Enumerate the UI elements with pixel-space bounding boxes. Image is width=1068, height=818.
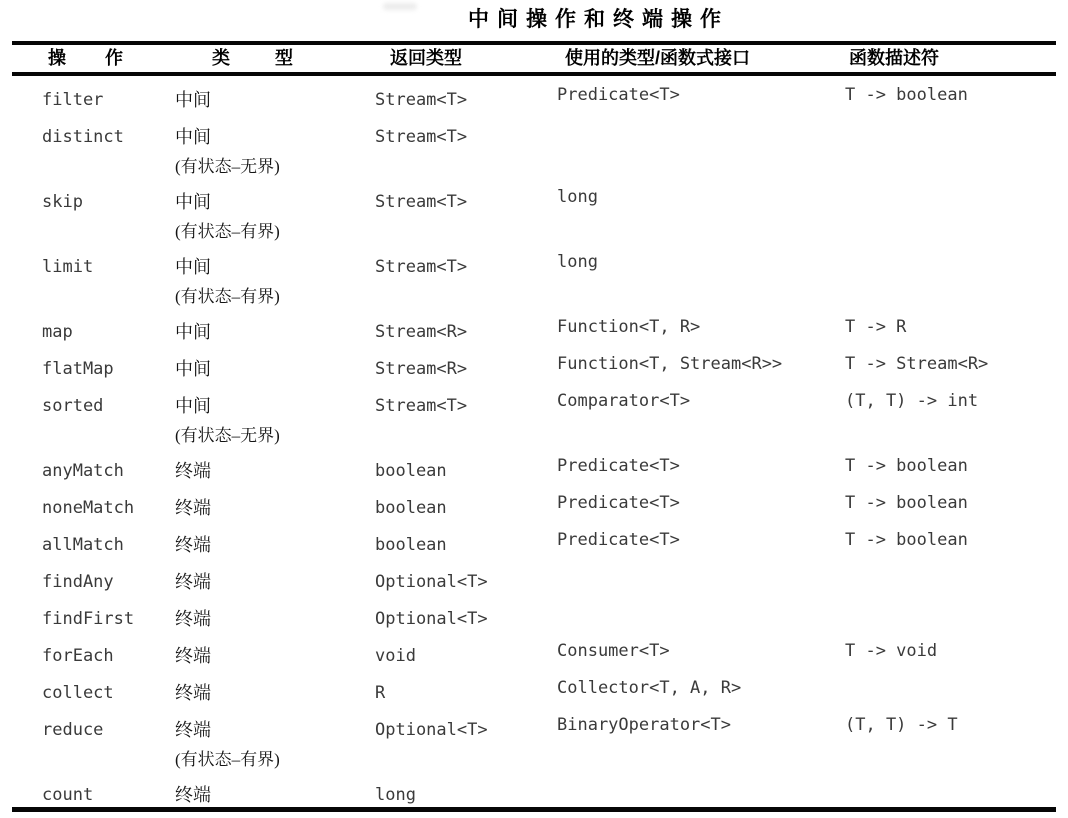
cell-descriptor: T -> boolean	[845, 456, 968, 476]
cell-return-type: Stream<R>	[375, 322, 468, 342]
type-label: 中间	[175, 322, 211, 342]
cell-descriptor	[845, 567, 1056, 604]
cell-return-type: long	[375, 785, 416, 805]
cell-descriptor	[845, 780, 1056, 807]
cell-functional-interface: Consumer<T>	[557, 641, 670, 661]
cell-functional-interface: Comparator<T>	[557, 391, 691, 411]
cell-return-type: Stream<T>	[375, 192, 468, 212]
cell-operation: filter	[42, 90, 104, 110]
cell-type	[175, 535, 375, 572]
cell-functional-interface: Collector<T, A, R>	[557, 678, 742, 698]
cell-descriptor: T -> void	[845, 641, 938, 661]
cell-functional-interface	[557, 122, 845, 187]
cell-operation: map	[42, 322, 73, 342]
type-label: 中间	[175, 359, 211, 379]
column-header-return-type: 返回类型	[390, 48, 462, 68]
cell-operation: skip	[42, 192, 83, 212]
type-label: 终端	[175, 646, 211, 666]
type-note: (有状态–无界)	[175, 426, 280, 445]
cell-type	[175, 646, 375, 683]
cell-operation: findFirst	[42, 609, 135, 629]
cell-type	[175, 127, 375, 192]
cell-type	[175, 396, 375, 461]
type-label: 中间	[175, 90, 211, 110]
type-label: 终端	[175, 720, 211, 740]
cell-descriptor	[845, 252, 1056, 317]
cell-type	[175, 359, 375, 396]
cell-operation: limit	[42, 257, 94, 277]
type-label: 终端	[175, 609, 211, 629]
cell-functional-interface: Function<T, R>	[557, 317, 701, 337]
table-row	[12, 391, 1056, 461]
cell-descriptor: T -> boolean	[845, 530, 968, 550]
type-note: (有状态–有界)	[175, 222, 280, 241]
table-body	[12, 76, 1056, 807]
cell-type	[175, 257, 375, 322]
scan-smudge-artifact	[383, 3, 417, 10]
table-header-row	[12, 45, 1056, 72]
cell-descriptor: T -> boolean	[845, 85, 968, 105]
cell-operation: findAny	[42, 572, 114, 592]
cell-functional-interface: Predicate<T>	[557, 530, 680, 550]
cell-operation: flatMap	[42, 359, 114, 379]
type-label: 终端	[175, 572, 211, 592]
cell-operation: forEach	[42, 646, 114, 666]
cell-type	[175, 322, 375, 359]
type-label: 中间	[175, 257, 211, 277]
type-note: (有状态–有界)	[175, 750, 280, 769]
type-label: 终端	[175, 785, 211, 805]
type-label: 终端	[175, 498, 211, 518]
type-label: 终端	[175, 535, 211, 555]
column-header-descriptor: 函数描述符	[849, 48, 939, 68]
cell-type	[175, 720, 375, 785]
cell-type	[175, 683, 375, 720]
type-label: 终端	[175, 683, 211, 703]
cell-functional-interface: Predicate<T>	[557, 85, 680, 105]
cell-return-type: boolean	[375, 498, 447, 518]
cell-return-type: Stream<T>	[375, 90, 468, 110]
cell-functional-interface: long	[557, 252, 598, 272]
cell-functional-interface: Predicate<T>	[557, 493, 680, 513]
cell-functional-interface: Function<T, Stream<R>>	[557, 354, 783, 374]
cell-descriptor	[845, 604, 1056, 641]
cell-descriptor: T -> R	[845, 317, 907, 337]
cell-operation: sorted	[42, 396, 104, 416]
type-label: 中间	[175, 192, 211, 212]
cell-functional-interface	[557, 780, 845, 807]
cell-operation: anyMatch	[42, 461, 124, 481]
cell-return-type: Optional<T>	[375, 572, 488, 592]
cell-operation: distinct	[42, 127, 124, 147]
type-note: (有状态–无界)	[175, 157, 280, 176]
table-row	[12, 785, 1056, 807]
cell-functional-interface	[557, 567, 845, 604]
type-label: 终端	[175, 461, 211, 481]
cell-operation: noneMatch	[42, 498, 135, 518]
cell-return-type: Stream<T>	[375, 396, 468, 416]
cell-type	[175, 498, 375, 535]
cell-functional-interface: Predicate<T>	[557, 456, 680, 476]
table-bottom-rule	[12, 807, 1056, 812]
cell-type	[175, 785, 375, 807]
cell-descriptor	[845, 122, 1056, 187]
cell-operation: collect	[42, 683, 114, 703]
column-header-functional-interface: 使用的类型/函数式接口	[565, 48, 750, 68]
cell-descriptor: T -> Stream<R>	[845, 354, 989, 374]
table-row	[12, 127, 1056, 192]
column-header-type: 类 型	[212, 48, 294, 68]
cell-return-type: Stream<T>	[375, 127, 468, 147]
cell-return-type: boolean	[375, 461, 447, 481]
operations-table	[12, 41, 1056, 812]
cell-operation: allMatch	[42, 535, 124, 555]
cell-type	[175, 572, 375, 609]
cell-functional-interface	[557, 604, 845, 641]
cell-return-type: Stream<R>	[375, 359, 468, 379]
type-label: 中间	[175, 396, 211, 416]
cell-descriptor: T -> boolean	[845, 493, 968, 513]
cell-descriptor: (T, T) -> int	[845, 391, 979, 411]
table-title: 中间操作和终端操作	[468, 8, 729, 31]
cell-operation: count	[42, 785, 94, 805]
cell-return-type: Optional<T>	[375, 609, 488, 629]
cell-functional-interface: long	[557, 187, 598, 207]
table-row	[12, 252, 1056, 322]
type-label: 中间	[175, 127, 211, 147]
cell-operation: reduce	[42, 720, 104, 740]
cell-type	[175, 192, 375, 257]
cell-descriptor: (T, T) -> T	[845, 715, 958, 735]
column-header-operation: 操 作	[48, 48, 124, 68]
cell-return-type: Stream<T>	[375, 257, 468, 277]
cell-return-type: R	[375, 683, 386, 703]
cell-return-type: boolean	[375, 535, 447, 555]
cell-functional-interface: BinaryOperator<T>	[557, 715, 731, 735]
cell-type	[175, 461, 375, 498]
cell-descriptor	[845, 187, 1056, 252]
cell-type	[175, 90, 375, 127]
table-row	[12, 715, 1056, 785]
cell-return-type: Optional<T>	[375, 720, 488, 740]
cell-type	[175, 609, 375, 646]
cell-descriptor	[845, 678, 1056, 715]
cell-return-type: void	[375, 646, 416, 666]
type-note: (有状态–有界)	[175, 287, 280, 306]
table-row	[12, 187, 1056, 257]
